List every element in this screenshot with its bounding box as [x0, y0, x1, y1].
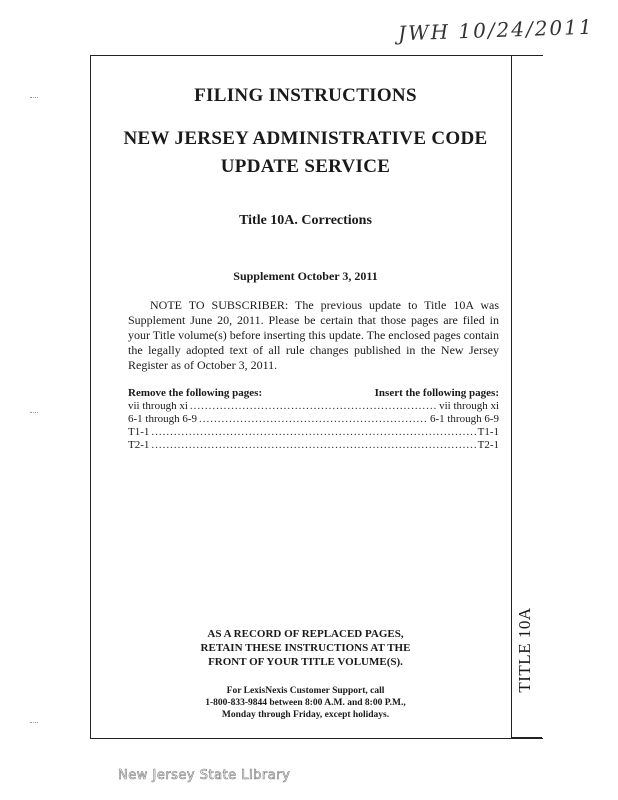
document-subtitle — [108, 125, 503, 181]
dot-leader — [199, 413, 428, 426]
table-row — [128, 439, 499, 452]
remove-header: Remove the following pages: — [128, 387, 263, 399]
table-row — [128, 413, 499, 426]
table-row — [128, 400, 499, 413]
record-instructions — [108, 627, 503, 669]
remove-pages: vii through xi — [128, 400, 188, 412]
insert-pages: vii through xi — [439, 400, 499, 412]
document-title: FILING INSTRUCTIONS — [194, 85, 417, 106]
support-line: For LexisNexis Customer Support, call — [226, 686, 385, 696]
tab-divider — [511, 55, 512, 739]
title-tab-label: TITLE 10A — [515, 607, 534, 693]
pages-table-header — [128, 387, 499, 400]
tab-border-bottom — [511, 737, 542, 738]
insert-pages: T1-1 — [477, 426, 499, 438]
scan-speck — [30, 412, 38, 413]
support-line: 1-800-833-9844 between 8:00 A.M. and 8:00 P.M., — [205, 698, 406, 708]
remove-pages: 6-1 through 6-9 — [128, 413, 198, 425]
remove-pages: T1-1 — [128, 426, 150, 438]
record-line: AS A RECORD OF REPLACED PAGES, — [207, 628, 404, 640]
tab-border-top — [511, 55, 542, 56]
support-line: Monday through Friday, except holidays. — [221, 710, 390, 720]
title-heading: Title 10A. Corrections — [239, 213, 372, 228]
document-body — [108, 85, 503, 452]
dot-leader — [190, 400, 437, 413]
insert-pages: 6-1 through 6-9 — [429, 413, 499, 425]
supplement-date: Supplement October 3, 2011 — [233, 269, 378, 283]
handwritten-initials-date: JWH 10/24/2011 — [397, 14, 595, 46]
subtitle-line: NEW JERSEY ADMINISTRATIVE CODE — [123, 128, 488, 149]
note-to-subscriber: NOTE TO SUBSCRIBER: The previous update to Title 10A was Supplement June 20, 2011. Please be certain that those pages are filed in your Title volume(s) before inserting this update. The enclosed pages contain the legally adopted text of all rule changes published in the New Jersey Register as of October 3, 2011. — [128, 298, 499, 372]
pages-table — [128, 387, 499, 452]
scan-speck — [30, 722, 38, 723]
subtitle-line: UPDATE SERVICE — [220, 156, 391, 177]
scan-speck — [30, 97, 38, 98]
library-stamp: New Jersey State Library — [118, 768, 291, 783]
record-line: RETAIN THESE INSTRUCTIONS AT THE — [200, 642, 411, 654]
dot-leader — [151, 426, 475, 439]
remove-pages: T2-1 — [128, 439, 150, 451]
record-line: FRONT OF YOUR TITLE VOLUME(S). — [208, 656, 403, 668]
insert-header: Insert the following pages: — [374, 387, 499, 399]
insert-pages: T2-1 — [477, 439, 499, 451]
table-row — [128, 426, 499, 439]
dot-leader — [151, 439, 475, 452]
customer-support-info — [108, 685, 503, 721]
